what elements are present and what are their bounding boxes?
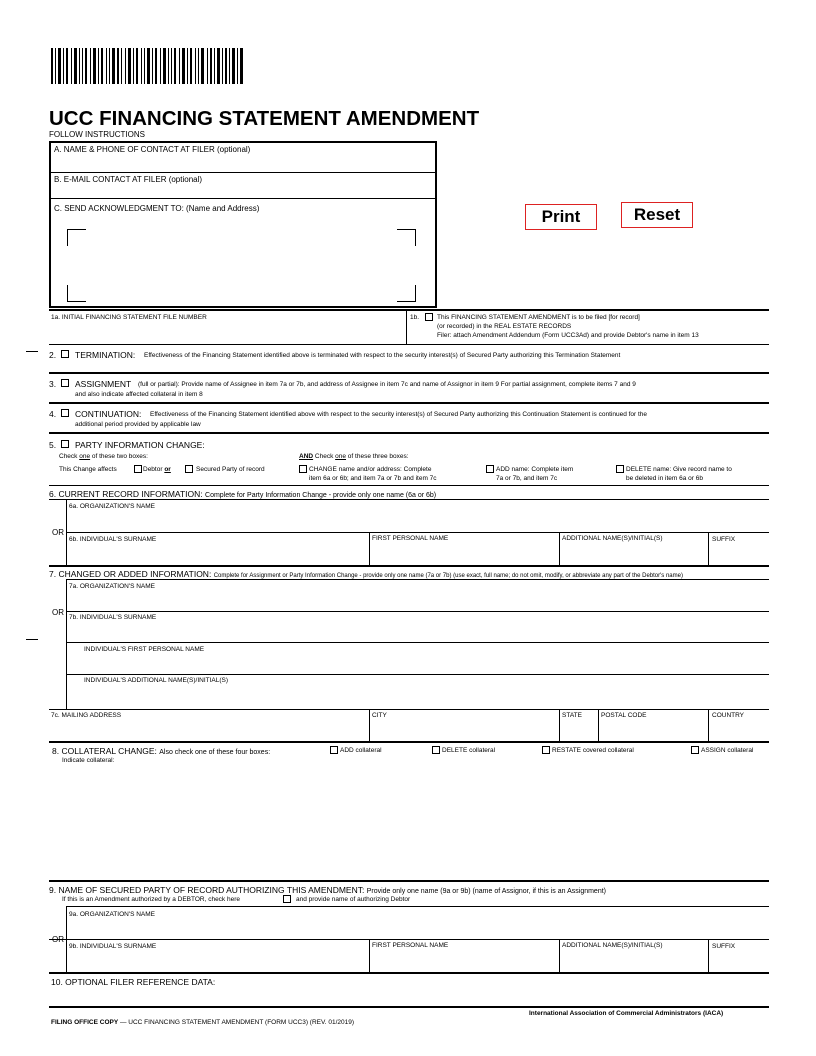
indicate-collateral-label: Indicate collateral: [62,757,115,764]
divider [66,579,769,580]
item-8-title: 8. COLLATERAL CHANGE: Also check one of these four boxes: [52,746,271,756]
item-7c-postal: POSTAL CODE [601,712,647,719]
item-9b-first: FIRST PERSONAL NAME [372,942,449,949]
item-7c-mailing: 7c. MAILING ADDRESS [51,712,122,719]
org-name-6a-field[interactable] [69,511,767,531]
contact-a-field[interactable] [52,155,434,171]
debtor-label: Debtor or [143,466,171,473]
divider [49,344,769,345]
item-4-title: CONTINUATION: [75,409,142,419]
secured-party-checkbox[interactable] [185,465,193,473]
divider [49,972,769,974]
divider [406,311,407,344]
contact-b-field[interactable] [52,185,434,197]
first-name-9b-field[interactable] [372,952,556,970]
divider [49,372,769,374]
iaca-credit: International Association of Commercial Administrators (IACA) [529,1010,724,1017]
contact-b-label: B. E-MAIL CONTACT AT FILER (optional) [54,175,203,184]
mailing-address-field[interactable] [51,721,366,740]
divider [598,709,599,742]
item-4-number: 4. [49,409,57,419]
item-7c-city: CITY [372,712,387,719]
divider [559,939,560,972]
termination-checkbox[interactable] [61,350,69,358]
party-change-checkbox[interactable] [61,440,69,448]
item-1b-line1: This FINANCING STATEMENT AMENDMENT is to be filed [for record] [437,314,640,321]
divider [49,880,769,882]
org-name-9a-field[interactable] [69,919,767,938]
divider [66,674,769,675]
item-5-number: 5. [49,440,57,450]
divider [49,1006,769,1008]
divider [66,642,769,643]
item-7c-country: COUNTRY [712,712,745,719]
filer-reference-field[interactable] [51,988,767,1004]
item-2-number: 2. [49,350,57,360]
real-estate-checkbox[interactable] [425,313,433,321]
follow-instructions: FOLLOW INSTRUCTIONS [49,130,146,139]
print-button[interactable]: Print [525,204,597,230]
divider [49,499,769,500]
add-collateral-label: ADD collateral [340,747,382,754]
additional-7b-field[interactable] [69,686,767,706]
suffix-9b-field[interactable] [711,952,767,970]
filing-office-copy: FILING OFFICE COPY — UCC FINANCING STATEMENT AMENDMENT (FORM UCC3) (REV. 01/2019) [51,1019,355,1026]
add-line2: 7a or 7b, and item 7c [496,475,558,482]
add-collateral-checkbox[interactable] [330,746,338,754]
divider [369,939,370,972]
continuation-checkbox[interactable] [61,409,69,417]
corner-mark [67,229,86,246]
item-9b-surname: 9b. INDIVIDUAL'S SURNAME [69,943,157,950]
item-1b-number: 1b. [410,314,420,321]
delete-collateral-label: DELETE collateral [442,747,496,754]
contact-a-label: A. NAME & PHONE OF CONTACT AT FILER (optional) [54,145,251,154]
item-2-text: Effectiveness of the Financing Statement identified above is terminated with respect to the security interest(s) of Secured Party authorizing this Termination Statement [144,352,621,359]
item-6b-first: FIRST PERSONAL NAME [372,535,449,542]
divider [49,485,769,486]
assignment-checkbox[interactable] [61,379,69,387]
divider [559,709,560,742]
item-3-line2: and also indicate affected collateral in item 8 [75,391,203,398]
form-title: UCC FINANCING STATEMENT AMENDMENT [49,107,480,130]
org-name-7a-field[interactable] [69,591,767,610]
item-3-number: 3. [49,379,57,389]
item-5-check-two: Check one of these two boxes: [59,453,148,460]
item-5-check-three: AND Check one of these three boxes: [299,453,409,460]
item-7-or: OR [52,608,64,617]
surname-7b-field[interactable] [69,622,767,640]
corner-mark [397,229,416,246]
first-name-7b-field[interactable] [69,654,767,672]
item-7b-additional: INDIVIDUAL'S ADDITIONAL NAME(S)/INITIAL(S) [84,677,229,684]
divider [708,532,709,565]
divider [49,172,437,173]
divider [49,709,769,710]
file-number-field[interactable] [51,323,403,343]
item-1b-line3: Filer: attach Amendment Addendum (Form UCC3Ad) and provide Debtor's name in item 13 [437,332,699,339]
item-9a-label: 9a. ORGANIZATION'S NAME [69,911,155,918]
corner-mark [67,285,86,302]
change-line1: CHANGE name and/or address: Complete [309,466,432,473]
divider [49,198,437,199]
acknowledgment-address-field[interactable] [66,228,416,302]
contact-c-label: C. SEND ACKNOWLEDGMENT TO: (Name and Address) [54,204,260,213]
debtor-authorized-checkbox[interactable] [283,895,291,903]
item-9-debtor-text-pre: If this is an Amendment authorized by a DEBTOR, check here [62,896,240,903]
item-9-title: 9. NAME OF SECURED PARTY OF RECORD AUTHORIZING THIS AMENDMENT: Provide only one name (9a or 9b) (name of Assignor, if this is an Assignment) [49,885,606,895]
item-7b-surname: 7b. INDIVIDUAL'S SURNAME [69,614,157,621]
additional-6b-field[interactable] [562,545,705,563]
surname-6b-field[interactable] [69,545,366,563]
item-6b-suffix: SUFFIX [712,536,736,543]
item-6a-label: 6a. ORGANIZATION'S NAME [69,503,155,510]
additional-9b-field[interactable] [562,952,705,970]
divider [708,939,709,972]
delete-name-checkbox[interactable] [616,465,624,473]
collateral-field[interactable] [51,768,767,878]
first-name-6b-field[interactable] [372,545,556,563]
item-6b-additional: ADDITIONAL NAME(S)/INITIAL(S) [562,535,663,542]
divider [49,432,769,434]
state-field[interactable] [562,721,596,740]
assign-collateral-checkbox[interactable] [691,746,699,754]
divider [708,709,709,742]
delete-collateral-checkbox[interactable] [432,746,440,754]
item-7a-label: 7a. ORGANIZATION'S NAME [69,583,155,590]
divider [559,532,560,565]
item-1a-label: 1a. INITIAL FINANCING STATEMENT FILE NUMBER [51,314,207,321]
item-6b-surname: 6b. INDIVIDUAL'S SURNAME [69,536,157,543]
delete-line2: be deleted in item 6a or 6b [626,475,703,482]
divider [66,906,769,907]
restate-collateral-checkbox[interactable] [542,746,550,754]
assign-collateral-label: ASSIGN collateral [701,747,754,754]
debtor-checkbox[interactable] [134,465,142,473]
surname-9b-field[interactable] [69,952,366,970]
margin-mark [26,351,38,352]
divider [49,402,769,404]
item-3-title: ASSIGNMENT [75,379,132,389]
item-9b-suffix: SUFFIX [712,943,736,950]
divider [369,709,370,742]
add-line1: ADD name: Complete item [496,466,574,473]
divider [66,532,769,533]
secured-party-label: Secured Party of record [196,466,265,473]
divider [49,939,769,940]
margin-mark [26,639,38,640]
reset-button[interactable]: Reset [621,202,693,228]
corner-mark [397,285,416,302]
divider [66,579,67,709]
divider [369,532,370,565]
change-line2: item 6a or 6b; and item 7a or 7b and item 7c [309,475,437,482]
item-9b-additional: ADDITIONAL NAME(S)/INITIAL(S) [562,942,663,949]
suffix-6b-field[interactable] [711,545,767,563]
item-4-line2: additional period provided by applicable law [75,421,201,428]
item-4-line1: Effectiveness of the Financing Statement identified above with respect to the security interest(s) of Secured Party authorizing this Continuation Statement is continued for the [150,411,648,418]
item-10-title: 10. OPTIONAL FILER REFERENCE DATA: [51,977,216,987]
item-1b-line2: (or recorded) in the REAL ESTATE RECORDS [437,323,572,330]
item-7-title: 7. CHANGED OR ADDED INFORMATION: Complete for Assignment or Party Information Change - provide only one name (7a or 7b) (use exact, full name; do not omit, modify, or abbreviate any part of the Debtor's name) [49,569,683,579]
delete-line1: DELETE name: Give record name to [626,466,732,473]
item-5-affects: This Change affects [59,466,117,473]
postal-code-field[interactable] [601,721,705,740]
restate-collateral-label: RESTATE covered collateral [552,747,634,754]
divider [66,611,769,612]
item-6-or: OR [52,528,64,537]
divider [49,565,769,567]
divider [49,741,769,743]
item-9-debtor-text-post: and provide name of authorizing Debtor [296,896,411,903]
change-name-checkbox[interactable] [299,465,307,473]
item-7c-state: STATE [562,712,582,719]
item-6-title: 6. CURRENT RECORD INFORMATION: Complete for Party Information Change - provide only one name (6a or 6b) [49,489,437,499]
item-5-title: PARTY INFORMATION CHANGE: [75,440,205,450]
add-name-checkbox[interactable] [486,465,494,473]
item-7b-first: INDIVIDUAL'S FIRST PERSONAL NAME [84,646,205,653]
item-3-line1: (full or partial): Provide name of Assignee in item 7a or 7b, and address of Assignee in item 7c and name of Assignor in item 9 For partial assignment, complete items 7 and 9 [138,381,636,388]
city-field[interactable] [372,721,556,740]
country-field[interactable] [711,721,767,740]
item-2-title: TERMINATION: [75,350,136,360]
barcode-graphic [51,48,243,84]
divider [49,309,769,311]
